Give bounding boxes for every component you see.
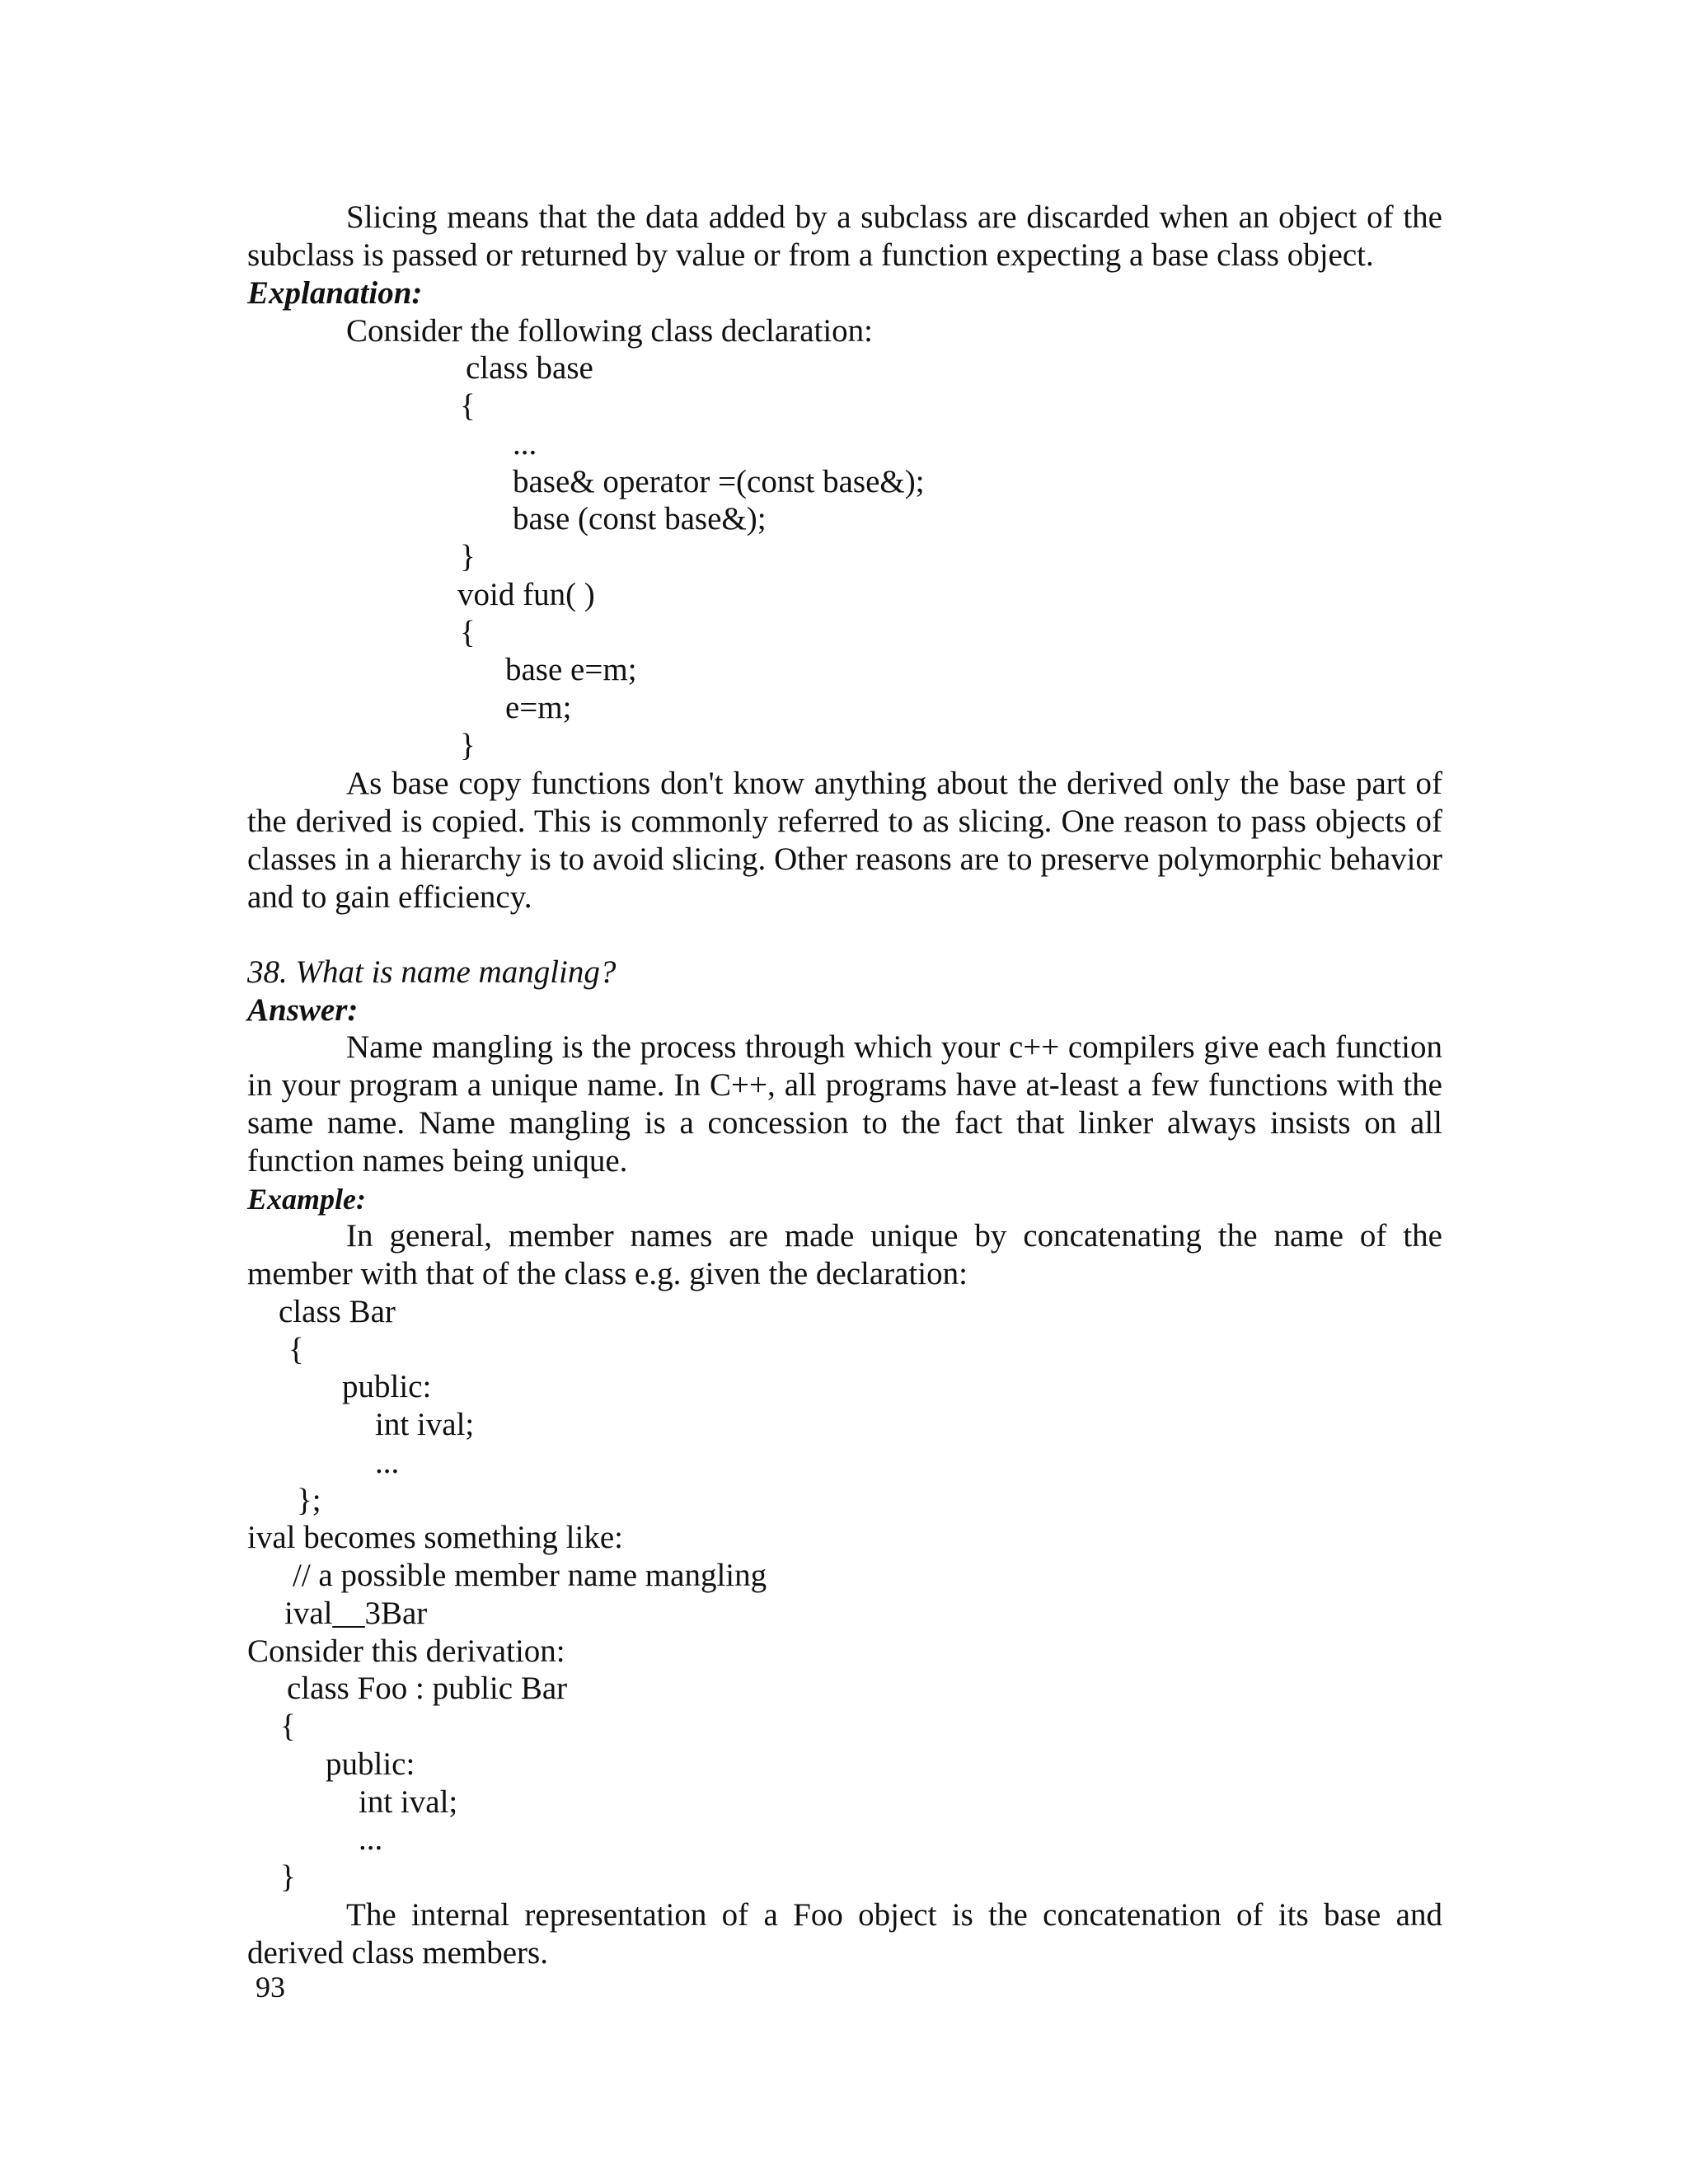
code-line: } xyxy=(460,539,476,574)
code-line: base e=m; xyxy=(505,652,637,687)
code-line: { xyxy=(460,388,476,424)
explanation-paragraph: As base copy functions don't know anything about the derived only the base part of the derived is copied. This is commonly referred to as slicing. One reason to pass objects of classes in a hierarchy is to avoid slicing. Other reasons are to preserve polymorphic behavior and to gain efficiency. xyxy=(247,766,1442,915)
code-line: int ival; xyxy=(359,1784,458,1820)
code-line: ... xyxy=(359,1821,383,1857)
closing-paragraph: The internal representation of a Foo object is the concatenation of its base and derived class members. xyxy=(247,1897,1442,1971)
intro-paragraph: Slicing means that the data added by a subclass are discarded when an object of the subclass is passed or returned by value or from a function expecting a base class object. xyxy=(247,199,1442,273)
explanation-lead: Consider the following class declaration: xyxy=(346,313,874,349)
code-line: class base xyxy=(466,350,593,386)
code-line: } xyxy=(460,728,476,763)
answer-paragraph: Name mangling is the process through which your c++ compilers give each function in your program a unique name. In C++, all programs have at-least a few functions with the same name. Name mangling is a concession to the fact that linker always insists on all function names being unique. xyxy=(247,1029,1442,1179)
comment-line: // a possible member name mangling xyxy=(293,1558,767,1593)
answer-heading: Answer: xyxy=(247,992,359,1028)
code-line: } xyxy=(280,1859,296,1895)
code-line: base& operator =(const base&); xyxy=(513,464,925,499)
code-line: { xyxy=(288,1332,304,1367)
code-line: public: xyxy=(326,1746,415,1782)
code-line: }; xyxy=(297,1483,321,1518)
becomes-line: ival becomes something like: xyxy=(247,1520,623,1555)
derivation-line: Consider this derivation: xyxy=(247,1633,565,1669)
mangled-name: ival__3Bar xyxy=(284,1596,428,1631)
code-line: void fun( ) xyxy=(457,577,595,612)
example-paragraph: In general, member names are made unique by concatenating the name of the member with that of the class e.g. given the declaration: xyxy=(247,1218,1442,1291)
question-title: 38. What is name mangling? xyxy=(247,954,617,990)
code-line: ... xyxy=(375,1445,400,1480)
code-line: base (const base&); xyxy=(513,501,767,537)
code-line: class Foo : public Bar xyxy=(287,1671,568,1706)
code-line: int ival; xyxy=(375,1407,475,1442)
code-line: { xyxy=(280,1708,296,1744)
code-line: { xyxy=(460,615,476,650)
example-heading: Example: xyxy=(247,1183,366,1216)
code-line: ... xyxy=(513,426,537,462)
code-line: e=m; xyxy=(505,690,572,725)
page-number: 93 xyxy=(256,1971,285,2004)
code-line: public: xyxy=(342,1369,432,1404)
code-line: class Bar xyxy=(279,1294,396,1329)
explanation-heading: Explanation: xyxy=(247,275,423,311)
